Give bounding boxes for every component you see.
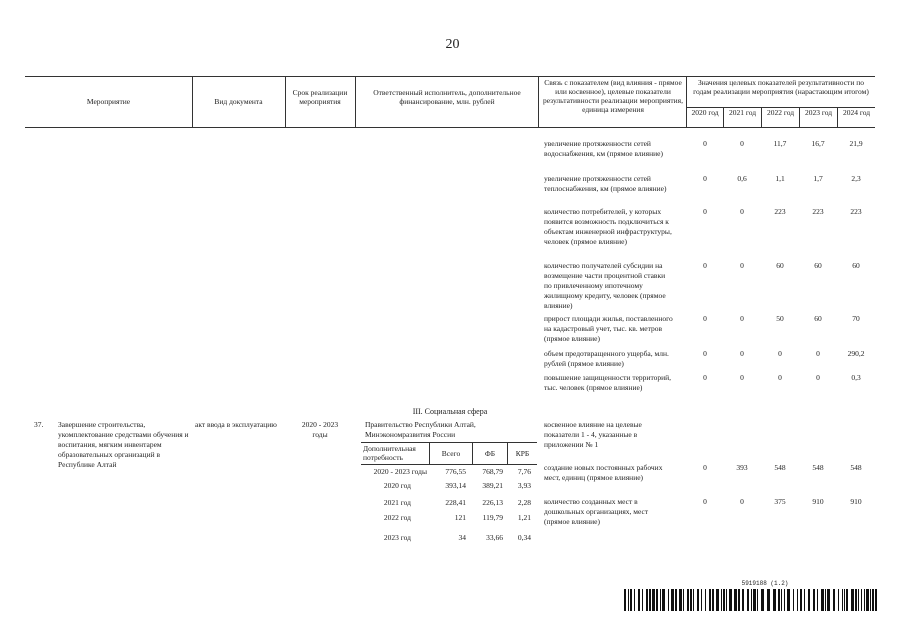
fin-row-3-total: 121 xyxy=(454,513,466,522)
indicator-1-2024: 2,3 xyxy=(851,174,861,183)
header-year-2020: 2020 год xyxy=(691,108,719,117)
indicator-4-text: прирост площади жилья, поставленного на кадастровый учет, тыс. кв. метров (прямое влияние) xyxy=(544,314,673,343)
indicator-4-2022: 50 xyxy=(776,314,784,323)
fin-row-4-total: 34 xyxy=(458,533,466,542)
item-37-indicator-0-2020: 0 xyxy=(703,463,707,472)
header-year-2023: 2023 год xyxy=(804,108,833,117)
item-37-responsible: Правительство Республики Алтай, Минэкономразвития России xyxy=(365,420,476,439)
indicator-4-2023: 60 xyxy=(814,314,822,323)
indicator-1-2023: 1,7 xyxy=(813,174,823,183)
item-37-indicator-1-2020: 0 xyxy=(703,497,707,506)
fin-row-0-period: 2020 - 2023 годы xyxy=(373,467,427,476)
indicator-2-2021: 0 xyxy=(740,207,744,216)
item-37-number: 37. xyxy=(34,420,44,429)
fin-row-4-krb: 0,34 xyxy=(517,533,531,542)
indicator-0-2021: 0 xyxy=(740,139,744,148)
header-event: Мероприятие xyxy=(86,97,131,106)
fin-header-total: Всего xyxy=(441,449,461,458)
indicator-3-2022: 60 xyxy=(776,261,784,270)
indicator-3-2021: 0 xyxy=(740,261,744,270)
item-37-indicator-0-2023: 548 xyxy=(812,463,824,472)
indicator-6-2021: 0 xyxy=(740,373,744,382)
indicator-2-2020: 0 xyxy=(703,207,707,216)
indicator-2-2023: 223 xyxy=(812,207,824,216)
item-37-indirect-influence: косвенное влияние на целевые показатели 1 - 4, указанные в приложении № 1 xyxy=(544,420,642,449)
indicator-3-text: количество получателей субсидии на возмещение части процентной ставки по привлеченному ипотечному жилищному кредиту, человек (прямое влияние) xyxy=(544,261,666,310)
item-37-indicator-1-2022: 375 xyxy=(774,497,786,506)
indicator-3-2020: 0 xyxy=(703,261,707,270)
header-top-line xyxy=(25,76,875,77)
indicator-6-2024: 0,3 xyxy=(851,373,861,382)
fin-row-1-krb: 3,93 xyxy=(517,481,531,490)
indicator-6-2020: 0 xyxy=(703,373,707,382)
indicator-6-text: повышение защищенности территорий, тыс. человек (прямое влияние) xyxy=(544,373,672,392)
indicator-0-2023: 16,7 xyxy=(811,139,825,148)
indicator-1-2022: 1,1 xyxy=(775,174,785,183)
fin-row-0-fb: 768,79 xyxy=(482,467,503,476)
indicator-1-2020: 0 xyxy=(703,174,707,183)
fin-row-4-fb: 33,66 xyxy=(486,533,503,542)
header-doc-type: Вид документа xyxy=(214,97,263,106)
fin-row-0-total: 776,55 xyxy=(445,467,466,476)
page-number: 20 xyxy=(445,37,460,52)
item-37-indicator-0-2021: 393 xyxy=(736,463,748,472)
fin-row-2-fb: 226,13 xyxy=(482,498,503,507)
fin-header-need: Дополнительная потребность xyxy=(363,444,416,462)
indicator-0-2022: 11,7 xyxy=(773,139,787,148)
header-term: Срок реализации мероприятия xyxy=(292,88,348,106)
item-37-indicator-1-2021: 0 xyxy=(740,497,744,506)
fin-header-fb: ФБ xyxy=(484,449,496,458)
indicator-6-2023: 0 xyxy=(816,373,820,382)
indicator-4-2020: 0 xyxy=(703,314,707,323)
indicator-5-2021: 0 xyxy=(740,349,744,358)
item-37-indicator-0-2024: 548 xyxy=(850,463,862,472)
indicator-3-2023: 60 xyxy=(814,261,822,270)
fin-row-1-fb: 389,21 xyxy=(482,481,503,490)
indicator-4-2024: 70 xyxy=(852,314,860,323)
item-37-indicator-1-text: количество созданных мест в дошкольных организациях, мест (прямое влияние) xyxy=(544,497,649,526)
item-37-event: Завершение строительства, укомплектование средствами обучения и воспитания, мягким инвентарем образовательных организаций в Республике Алтай xyxy=(58,420,189,469)
fin-row-3-krb: 1,21 xyxy=(517,513,531,522)
section-title: III. Социальная сфера xyxy=(412,407,488,416)
indicator-4-2021: 0 xyxy=(740,314,744,323)
header-indicator-link: Связь с показателем (вид влияния - прямое или косвенное), целевые показатели результативности реализации мероприятия, единица измерения xyxy=(542,78,683,114)
indicator-2-2022: 223 xyxy=(774,207,786,216)
fin-row-2-krb: 2,28 xyxy=(517,498,531,507)
fin-row-4-period: 2023 год xyxy=(383,533,411,542)
fin-row-1-period: 2020 год xyxy=(383,481,411,490)
indicator-5-2020: 0 xyxy=(703,349,707,358)
indicator-5-2022: 0 xyxy=(778,349,782,358)
indicator-0-2020: 0 xyxy=(703,139,707,148)
indicator-5-text: объем предотвращенного ущерба, млн. рублей (прямое влияние) xyxy=(544,349,669,368)
header-year-2021: 2021 год xyxy=(728,108,757,117)
fin-row-3-period: 2022 год xyxy=(383,513,411,522)
item-37-indicator-1-2024: 910 xyxy=(850,497,862,506)
header-responsible: Ответственный исполнитель, дополнительное финансирование, млн. рублей xyxy=(373,88,521,106)
fin-row-3-fb: 119,79 xyxy=(482,513,503,522)
item-37-indicator-0-2022: 548 xyxy=(774,463,786,472)
fin-header-krb: КРБ xyxy=(515,449,530,458)
item-37-doc-type: акт ввода в эксплуатацию xyxy=(195,420,277,429)
header-values: Значения целевых показателей результативности по годам реализации мероприятия (нарастающим итогом) xyxy=(693,78,869,96)
fin-row-2-total: 228,41 xyxy=(445,498,466,507)
indicator-0-2024: 21,9 xyxy=(849,139,863,148)
fin-row-2-period: 2021 год xyxy=(383,498,411,507)
header-year-2024: 2024 год xyxy=(842,108,871,117)
indicator-1-text: увеличение протяженности сетей теплоснабжения, км (прямое влияние) xyxy=(544,174,667,193)
indicator-5-2024: 290,2 xyxy=(847,349,865,358)
barcode-icon xyxy=(624,589,878,611)
indicator-2-2024: 223 xyxy=(850,207,862,216)
fin-row-1-total: 393,14 xyxy=(445,481,466,490)
header-bottom-line xyxy=(25,127,875,128)
fin-row-0-krb: 7,76 xyxy=(517,467,531,476)
indicator-1-2021: 0,6 xyxy=(737,174,747,183)
item-37-indicator-0-text: создание новых постоянных рабочих мест, единиц (прямое влияние) xyxy=(544,463,663,482)
indicator-6-2022: 0 xyxy=(778,373,782,382)
item-37-indicator-1-2023: 910 xyxy=(812,497,824,506)
indicator-0-text: увеличение протяженности сетей водоснабжения, км (прямое влияние) xyxy=(544,139,663,158)
indicator-3-2024: 60 xyxy=(852,261,860,270)
header-year-2022: 2022 год xyxy=(766,108,795,117)
item-37-term: 2020 - 2023 годы xyxy=(301,420,339,439)
barcode-label: 5919188 (1.2) xyxy=(741,580,789,587)
indicator-5-2023: 0 xyxy=(816,349,820,358)
indicator-2-text: количество потребителей, у которых появится возможность подключиться к объектам инженерной инфраструктуры, человек (прямое влияние) xyxy=(544,207,672,246)
